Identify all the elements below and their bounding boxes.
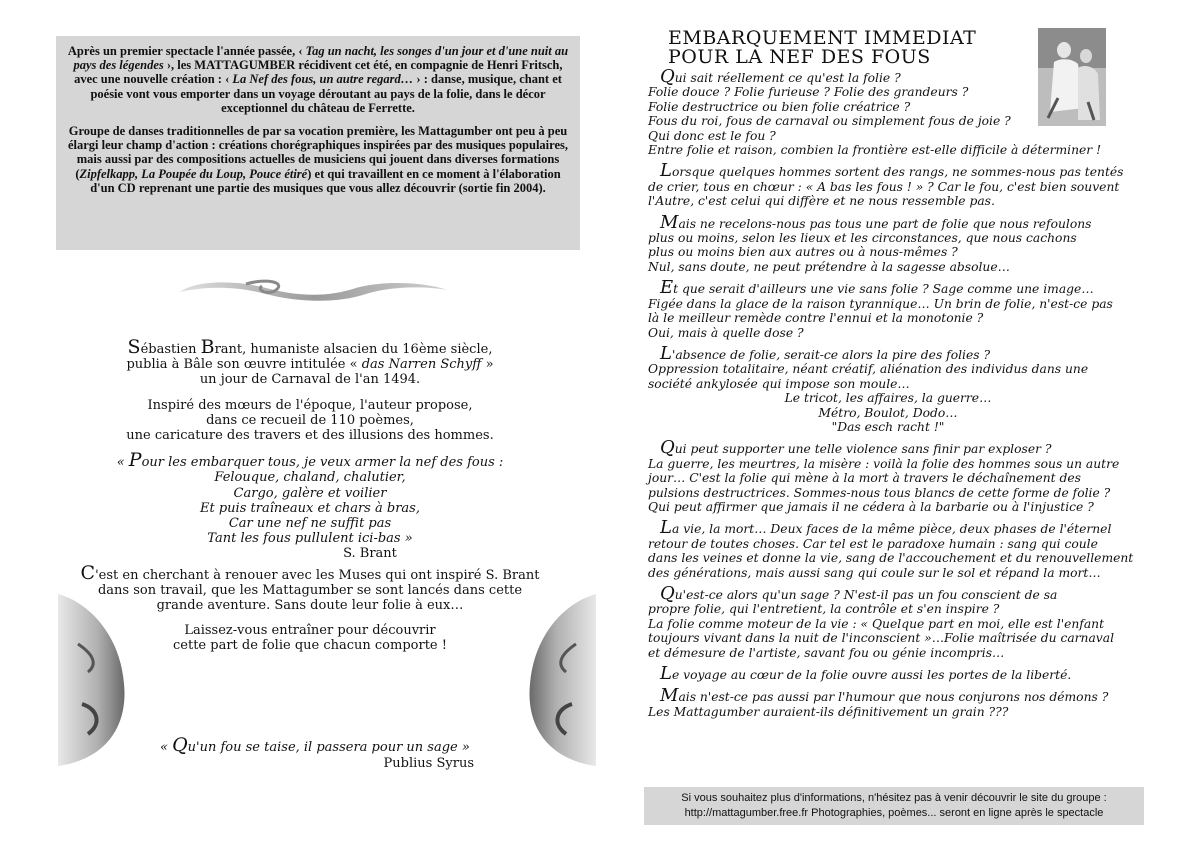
brant-text: »	[481, 357, 494, 373]
brant-text: dans ce recueil de 110 poèmes,	[206, 412, 414, 428]
text-line	[648, 211, 1128, 233]
text-line	[648, 517, 1128, 539]
drop-cap: L	[660, 517, 672, 539]
text-line	[648, 326, 1128, 340]
line-text: La guerre, les meurtres, la misère : voilà la folie des hommes sous un autre	[648, 456, 1120, 471]
brant-description	[60, 398, 560, 444]
text-line	[648, 311, 1128, 325]
text-line	[648, 457, 1128, 471]
line-text: ui peut supporter une telle violence sans finir par exploser ?	[674, 442, 1052, 457]
text-line	[648, 602, 1128, 616]
line-text: pulsions destructrices. Sommes-nous tous blancs de cette forme de folie ?	[648, 485, 1111, 500]
drop-cap: Q	[660, 437, 675, 459]
drop-cap: S	[127, 336, 141, 358]
drop-cap: M	[660, 685, 679, 707]
text-paragraph	[648, 663, 1128, 685]
brant-muses	[60, 561, 560, 614]
line-text: Fous du roi, fous de carnaval ou simplement fous de joie ?	[648, 114, 1011, 129]
brant-section	[60, 336, 560, 654]
text-line	[648, 277, 1128, 299]
poem-author: S. Brant	[343, 546, 397, 562]
line-text: plus ou moins, selon les lieux et les circonstances, que nous cachons	[648, 231, 1077, 246]
text-paragraph	[648, 160, 1128, 209]
line-text: des générations, mais aussi sang qui coule sur le sol et répand la mort…	[648, 565, 1101, 580]
text-line	[648, 537, 1128, 551]
brant-invitation	[60, 623, 560, 653]
drop-cap: L	[660, 342, 672, 364]
text-paragraph	[648, 277, 1128, 340]
drop-cap: P	[128, 449, 142, 472]
poem-line: Et puis traîneaux et chars à bras,	[200, 500, 420, 516]
text-paragraph	[648, 342, 1128, 434]
intro-text: ) et qui travaillent en ce moment à l'élaboration d'un CD reprenant une partie des musiques que vous allez découvrir (sortie fin 2004).	[90, 166, 561, 195]
mask-image-right	[526, 594, 596, 766]
brant-text: rant, humaniste alsacien du 16ème siècle,	[214, 342, 493, 357]
right-page	[600, 0, 1200, 848]
line-text: société ankylosée qui impose son moule…	[648, 376, 910, 391]
text-line	[648, 129, 1128, 143]
line-text: ais n'est-ce pas aussi par l'humour que nous conjurons nos démons ?	[678, 690, 1109, 705]
page-title	[668, 29, 1028, 67]
text-line	[648, 180, 1128, 194]
line-text: jour… C'est la folie qui mène à la mort à travers le déchaînement des	[648, 471, 1081, 486]
poem-line: Car une nef ne suffit pas	[228, 516, 392, 532]
text-paragraph	[648, 583, 1128, 660]
line-text: Les Mattagumber auraient-ils définitivement un grain ???	[648, 704, 1009, 719]
text-line	[648, 500, 1128, 514]
intro-text: Groupe de danses traditionnelles de par sa vocation première, les Mattagumber ont peu à peu élargi leur champ d'action : créations chorégraphiques inspirées par des musiques populaires, mais aussi par des compositions actuelles de musiciens qui jouent dans diverses formations (	[67, 124, 569, 181]
quote-author: Publius Syrus	[383, 755, 474, 771]
closing-quote	[140, 734, 500, 771]
main-text	[648, 66, 1134, 719]
text-paragraph	[648, 685, 1128, 719]
line-text: de crier, tous en chœur : « A bas les fous ! » ? Car le fou, c'est bien souvent	[648, 179, 1120, 194]
brant-text: une caricature des travers et des illusions des hommes.	[126, 428, 494, 444]
line-text: Folie douce ? Folie furieuse ? Folie des grandeurs ?	[648, 85, 969, 100]
line-text: propre folie, qui l'entretient, la contrôle et s'en inspire ?	[648, 602, 1000, 617]
line-text: toujours vivant dans la nuit de l'inconscient »…Folie maîtrisée du carnaval	[648, 631, 1115, 646]
centered-line: Métro, Boulot, Dodo…	[818, 405, 958, 420]
brant-poem	[60, 449, 560, 562]
text-line	[648, 377, 1128, 391]
text-line	[648, 551, 1134, 566]
quote-mark: «	[160, 740, 173, 755]
line-text: ais ne recelons-nous pas tous une part de folie que nous refoulons	[678, 216, 1092, 231]
line-text: retour de toutes choses. Car tel est le paradoxe humain : sang qui coule	[648, 536, 1098, 551]
text-line	[648, 231, 1128, 245]
text-line	[648, 486, 1128, 500]
line-text: 'absence de folie, serait-ce alors la pire des folies ?	[671, 347, 991, 362]
line-text: Entre folie et raison, combien la frontière est-elle difficile à déterminer !	[648, 143, 1102, 158]
intro-text: ›, les MATTAGUMBER récidivent cet été, en compagnie de Henri Fritsch, avec une nouvelle création : ‹	[74, 58, 563, 87]
line-text: l'Autre, c'est celui qui diffère et ne nous ressemble pas.	[648, 194, 995, 209]
text-line	[648, 100, 1128, 114]
line-text: dans les veines et donne la vie, sang de l'accouchement et du renouvellement	[648, 551, 1134, 566]
drop-cap: L	[660, 160, 672, 182]
info-text: Si vous souhaitez plus d'informations, n'hésitez pas à venir découvrir le site du groupe :	[681, 792, 1107, 804]
drop-cap: M	[660, 211, 679, 233]
line-text: orsque quelques hommes sortent des rangs, ne sommes-nous pas tentés	[671, 165, 1124, 180]
text-line	[648, 631, 1128, 645]
text-line	[648, 646, 1128, 660]
line-text: Figée dans la glace de la raison tyrannique… Un brin de folie, n'est-ce pas	[648, 296, 1113, 311]
intro-band-names: Zipfelkapp, La Poupée du Loup, Pouce étiré	[79, 166, 308, 181]
text-paragraph	[648, 66, 1128, 158]
text-line	[648, 260, 1128, 274]
text-line	[648, 583, 1128, 604]
text-line	[648, 342, 1128, 364]
poem-line: our les embarquer tous, je veux armer la nef des fous :	[141, 455, 504, 471]
brant-text: publia à Bâle son œuvre intitulée «	[126, 357, 362, 373]
quote-text	[140, 734, 500, 756]
line-text: a vie, la mort… Deux faces de la même pièce, deux phases de l'éternel	[671, 522, 1112, 537]
text-line	[648, 114, 1128, 128]
intro-show-title-1: Tag un nacht, les songes d'un jour et d'une nuit au pays des légendes	[73, 44, 569, 73]
brant-text: cette part de folie que chacun comporte !	[173, 638, 447, 654]
drop-cap: Q	[660, 583, 675, 604]
line-text: plus ou moins bien aux autres ou à nous-mêmes ?	[648, 245, 958, 260]
book-title: das Narren Schyff	[361, 357, 482, 373]
website-info: http://mattagumber.free.fr Photographies, poèmes... seront en ligne après le spectacle	[684, 807, 1104, 819]
text-paragraph	[648, 211, 1128, 275]
text-line	[648, 245, 1128, 259]
drop-cap: L	[660, 663, 672, 685]
text-paragraph	[648, 437, 1128, 514]
line-text: u'est-ce alors qu'un sage ? N'est-il pas un fou conscient de sa	[674, 588, 1058, 602]
line-text: Oui, mais à quelle dose ?	[648, 325, 804, 340]
line-text: là le meilleur remède contre l'ennui et la monotonie ?	[648, 311, 984, 326]
drop-cap: Q	[172, 734, 188, 756]
text-line	[648, 160, 1128, 182]
poem-line: Felouque, chaland, chalutier,	[214, 470, 406, 486]
text-line	[648, 705, 1128, 719]
intro-paragraph-1	[66, 44, 570, 115]
intro-text: Après un premier spectacle l'année passée, ‹	[67, 44, 303, 58]
poem-text: «	[116, 455, 129, 471]
brant-text: Laissez-vous entraîner pour découvrir	[184, 623, 436, 639]
brant-text: Inspiré des mœurs de l'époque, l'auteur propose,	[147, 397, 473, 413]
text-line	[648, 362, 1128, 376]
drop-cap: E	[660, 277, 674, 299]
text-line	[648, 194, 1128, 208]
brant-intro	[60, 336, 560, 388]
text-line	[648, 685, 1128, 707]
line-text: Nul, sans doute, ne peut prétendre à la sagesse absolue…	[648, 259, 1010, 274]
text-line	[648, 297, 1128, 311]
line-text: t que serait d'ailleurs une vie sans folie ? Sage comme une image…	[673, 282, 1094, 297]
brant-text: ébastien	[140, 342, 201, 357]
text-line	[648, 617, 1128, 631]
drop-cap: C	[80, 561, 96, 584]
intro-paragraph-2	[66, 124, 570, 195]
line-text: e voyage au cœur de la folie ouvre aussi les portes de la liberté.	[671, 668, 1072, 683]
line-text: et démesure de l'artiste, savant fou ou génie incompris…	[648, 645, 1005, 660]
intro-show-title-2: La Nef des fous, un autre regard…	[232, 72, 414, 87]
brant-text: grande aventure. Sans doute leur folie à eux…	[156, 598, 464, 614]
text-line	[648, 143, 1128, 157]
mask-image-left	[58, 594, 128, 766]
line-text: Oppression totalitaire, néant créatif, aliénation des individus dans une	[648, 362, 1089, 377]
decorative-swirl	[176, 278, 452, 304]
text-line	[648, 437, 1128, 459]
text-line	[648, 566, 1128, 580]
drop-cap: Q	[660, 66, 675, 87]
text-line	[648, 66, 1128, 87]
info-box	[644, 787, 1144, 825]
line-text: Folie destructrice ou bien folie créatrice ?	[648, 99, 911, 114]
centered-line: "Das esch racht !"	[831, 419, 945, 434]
line-text: Qui peut affirmer que jamais il ne cédera à la barbarie ou à l'injustice ?	[648, 499, 1094, 514]
text-line	[648, 471, 1128, 485]
intro-text: › : danse, musique, chant et poésie vont vous emporter dans un voyage déroutant au pays de la folie, dans le décor exceptionnel du château de Ferrette.	[90, 72, 562, 115]
centered-line: Le tricot, les affaires, la guerre…	[784, 391, 992, 406]
line-text: La folie comme moteur de la vie : « Quelque part en moi, elle est l'enfant	[648, 616, 1105, 631]
drop-cap: B	[200, 336, 215, 358]
line-text: ui sait réellement ce qu'est la folie ?	[674, 71, 901, 85]
brant-text: 'est en cherchant à renouer avec les Muses qui ont inspiré S. Brant	[95, 567, 540, 583]
poem-line: Cargo, galère et voilier	[233, 485, 387, 501]
intro-box	[56, 36, 580, 250]
brant-text: dans son travail, que les Mattagumber se sont lancés dans cette	[97, 582, 523, 598]
poem-line: Tant les fous pullulent ici-bas »	[207, 531, 413, 547]
title-line-1: EMBARQUEMENT IMMEDIAT	[668, 27, 977, 49]
line-text: Qui donc est le fou ?	[648, 128, 776, 143]
text-paragraph	[648, 517, 1134, 580]
text-line	[648, 85, 1128, 99]
text-line	[648, 663, 1128, 685]
title-line-2: POUR LA NEF DES FOUS	[668, 46, 931, 68]
quote-body: u'un fou se taise, il passera pour un sage »	[187, 740, 470, 755]
brant-text: un jour de Carnaval de l'an 1494.	[199, 372, 421, 388]
